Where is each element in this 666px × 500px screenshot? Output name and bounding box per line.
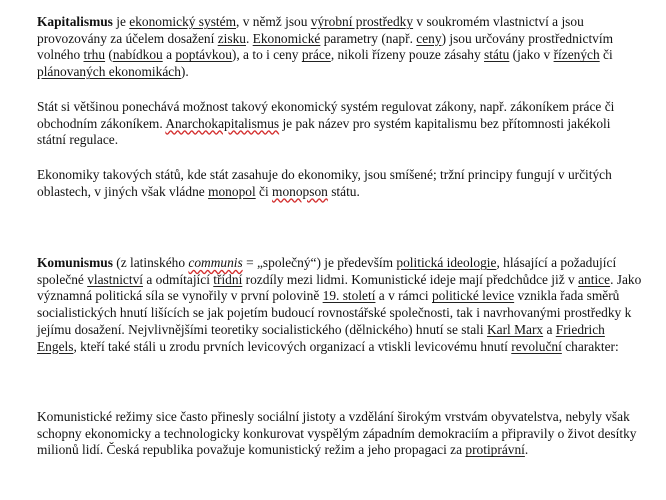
text: vznikla řada směrů socialistických hnutí lišících se jak pojetím budoucí rovnostářské společnosti, tak i navrhovanými prostředky k jejímu dosažení. Nejvlivnějšími teoretiky socialistického (dělnického) hnutí se stali xyxy=(37,288,632,337)
link-monopol[interactable]: monopol xyxy=(208,183,256,199)
text: , v němž jsou xyxy=(236,14,311,29)
text: . xyxy=(245,30,253,46)
link-ekonomicke[interactable]: Ekonomické xyxy=(252,30,321,46)
text: či xyxy=(255,183,273,199)
text: , hlásající a požadující společné xyxy=(37,255,617,287)
text: parametry (např. xyxy=(320,30,417,46)
link-karl-marx[interactable]: Karl Marx xyxy=(486,321,544,337)
text: , kteří také stáli u zrodu prvních levicových organizací a vtiskli levicovému hnutí xyxy=(73,338,512,354)
link-tridni[interactable]: třídní xyxy=(213,271,243,287)
text: a xyxy=(162,47,176,63)
term-kapitalismus: Kapitalismus xyxy=(37,14,113,29)
text: , nikoli řízeny pouze zásahy xyxy=(330,47,485,63)
term-komunismus: Komunismus xyxy=(37,255,113,270)
link-vlastnictvi[interactable]: vlastnictví xyxy=(87,271,143,287)
text: . xyxy=(524,442,529,458)
text: či xyxy=(599,47,613,63)
text: rozdíly mezi lidmi. Komunistické ideje mají předchůdce již v xyxy=(242,271,579,287)
text: a v rámci xyxy=(375,288,432,304)
link-politicka-ideologie[interactable]: politická ideologie xyxy=(396,255,497,270)
text: ) jsou určovány prostřednictvím volného xyxy=(37,30,613,63)
text: (z latinského xyxy=(112,255,189,270)
link-statu[interactable]: státu xyxy=(484,47,510,63)
paragraph-regulation xyxy=(37,99,642,149)
link-prace[interactable]: práce xyxy=(301,47,331,63)
link-protipravni[interactable]: protiprávní xyxy=(465,442,525,458)
paragraph-communism xyxy=(37,255,642,355)
link-19-stoleti[interactable]: 19. století xyxy=(322,288,376,304)
link-rizenych[interactable]: řízených xyxy=(553,47,600,63)
text: a xyxy=(543,321,556,337)
text: Komunistické režimy sice často přinesly sociální jistoty a vzdělání širokým vrstvám obyvatelstva, nebyly však schopny ekonomicky a technologicky konkurovat vyspělým západním demokraciím a připravily o život desítky milionů lidí. Česká republika považuje komunistický režim a jeho propagaci za xyxy=(37,409,637,458)
link-zisku[interactable]: zisku xyxy=(217,30,246,46)
text: ( xyxy=(105,47,113,63)
text: = „společný“) je především xyxy=(242,255,397,270)
link-politicke-levice[interactable]: politické levice xyxy=(431,288,515,304)
link-nabidkou[interactable]: nabídkou xyxy=(112,47,163,63)
text: v soukromém vlastnictví a jsou provozovány za účelem dosažení xyxy=(37,14,584,46)
text: je pak název pro systém kapitalismu bez přítomnosti jakékoli státní regulace. xyxy=(37,115,611,148)
text: a odmítající xyxy=(143,271,214,287)
link-monopson[interactable]: monopson xyxy=(272,183,328,199)
text: státu. xyxy=(327,183,360,199)
link-poptavkou[interactable]: poptávkou xyxy=(175,47,232,63)
link-vyrobni-prostredky[interactable]: výrobní prostředky xyxy=(310,14,414,29)
link-ekonomicky-system[interactable]: ekonomický systém xyxy=(129,14,237,29)
link-communis[interactable]: communis xyxy=(188,255,243,270)
text: charakter: xyxy=(561,338,619,354)
text: Ekonomiky takových států, kde stát zasahuje do ekonomiky, jsou smíšené; tržní principy fungují v určitých oblastech, v jiných však vládne xyxy=(37,167,612,199)
text: Stát si většinou ponechává možnost takový ekonomický systém regulovat zákony, např. zákoníkem práce či obchodním zákoníkem. xyxy=(37,99,615,131)
paragraph-capitalism xyxy=(37,14,642,81)
link-revolucni[interactable]: revoluční xyxy=(511,338,562,354)
link-ceny[interactable]: ceny xyxy=(416,30,442,46)
text: (jako v xyxy=(509,47,554,63)
link-friedrich-engels[interactable]: Friedrich Engels xyxy=(37,321,605,354)
text: ), a to i ceny xyxy=(231,47,302,63)
link-antice[interactable]: antice xyxy=(578,271,611,287)
text: ). xyxy=(180,64,189,80)
text: je xyxy=(112,14,130,29)
text: . Jako významná politická síla se vynořily v první polovině xyxy=(37,271,642,304)
paragraph-mixed-economies xyxy=(37,167,642,200)
link-anarchokapitalismus[interactable]: Anarchokapitalismus xyxy=(165,115,280,131)
paragraph-communist-regimes xyxy=(37,409,642,459)
link-trhu[interactable]: trhu xyxy=(83,47,106,63)
link-planovanych-ekonomikach[interactable]: plánovaných ekonomikách xyxy=(37,64,181,80)
